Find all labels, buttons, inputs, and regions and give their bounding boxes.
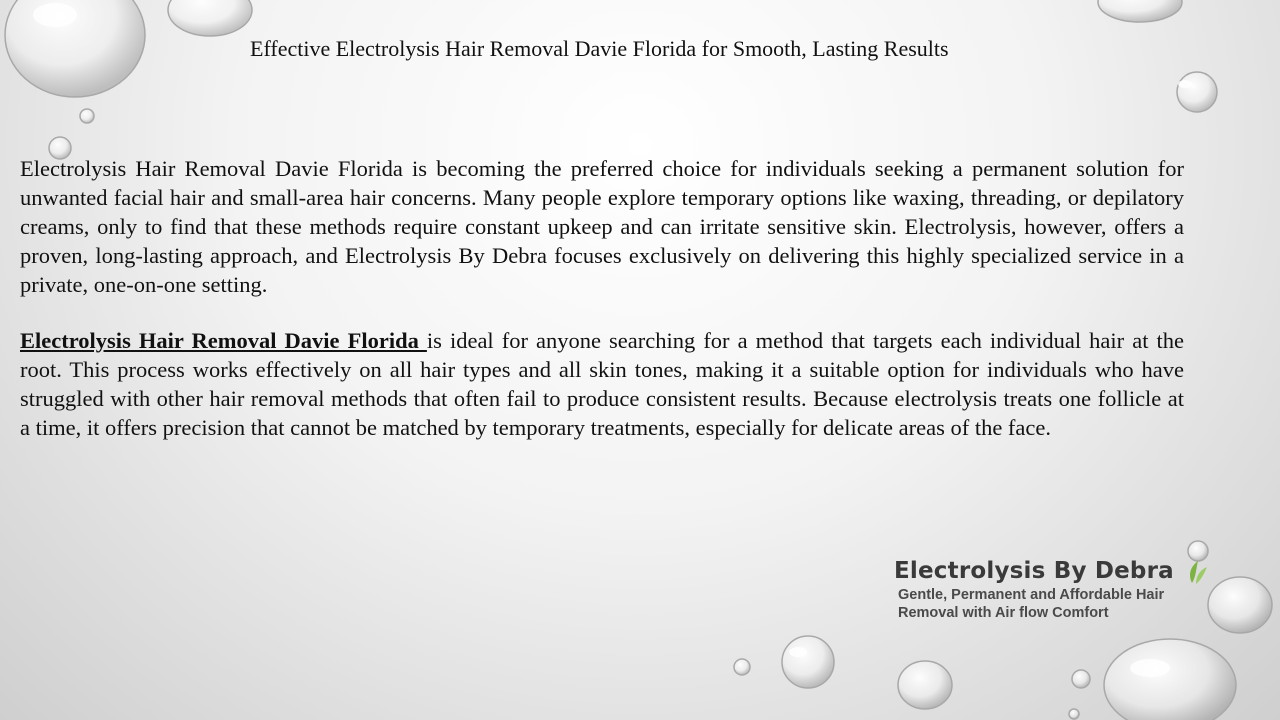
brand-name-row [894, 558, 1224, 585]
brand-tagline-line1: Gentle, Permanent and Affordable Hair [898, 586, 1165, 603]
slide-title: Effective Electrolysis Hair Removal Davie Florida for Smooth, Lasting Results [250, 36, 949, 61]
leaf-icon [1186, 559, 1208, 585]
keyword-link[interactable]: Electrolysis Hair Removal Davie Florida [20, 328, 427, 353]
intro-paragraph: Electrolysis Hair Removal Davie Florida is becoming the preferred choice for individuals seeking a permanent solution for unwanted facial hair and small-area hair concerns. Many people explore temporary options like waxing, threading, or depilatory creams, only to find that these methods require constant upkeep and can irritate sensitive skin. Electrolysis, however, offers a proven, long-lasting approach, and Electrolysis By Debra focuses exclusively on delivering this highly specialized service in a private, one-on-one setting. [20, 156, 1184, 297]
brand-name: Electrolysis By Debra [894, 558, 1174, 584]
details-paragraph-text: is ideal for anyone searching for a method that targets each individual hair at the root. This process works effectively on all hair types and all skin tones, making it a suitable option for individuals who have struggled with other hair removal methods that often fail to produce consistent results. Because electrolysis treats one follicle at a time, it offers precision that cannot be matched by temporary treatments, especially for delicate areas of the face. [20, 328, 1184, 440]
brand-tagline-line2: Removal with Air flow Comfort [898, 604, 1109, 621]
brand-logo [894, 558, 1224, 621]
details-paragraph [20, 326, 1184, 442]
